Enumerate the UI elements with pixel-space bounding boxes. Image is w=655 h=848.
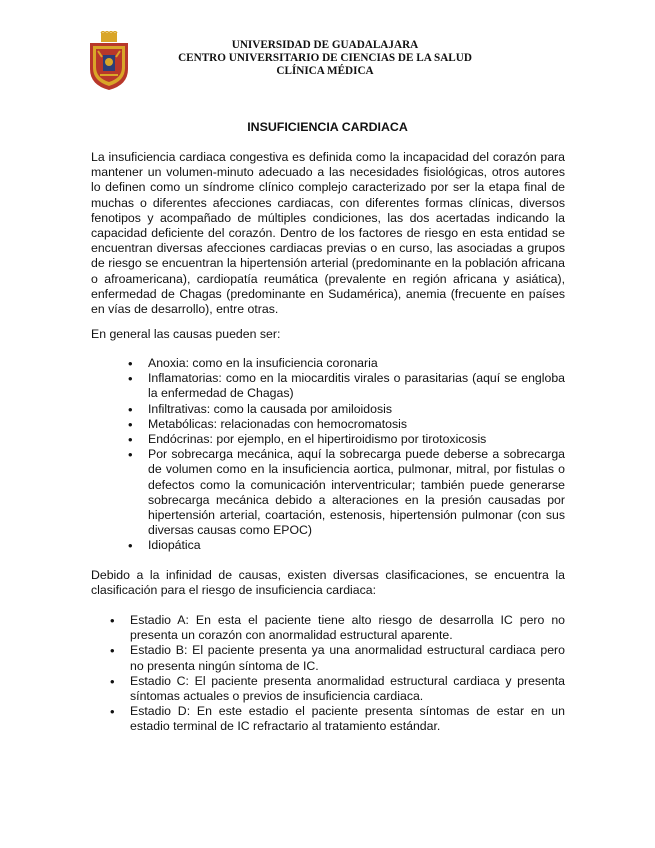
document-title: INSUFICIENCIA CARDIACA <box>247 120 408 134</box>
list-item: • Anoxia: como en la insuficiencia coronaria <box>148 356 565 371</box>
classification-intro: Debido a la infinidad de causas, existen diversas clasificaciones, se encuentra la clasificación para el riesgo de insuficiencia cardiaca: <box>91 568 565 598</box>
list-item: • Estadio D: En este estadio el paciente presenta síntomas de estar en un estadio terminal de IC refractario al tratamiento estándar. <box>130 704 565 734</box>
list-item: • Endócrinas: por ejemplo, en el hipertiroidismo por tirotoxicosis <box>148 432 565 447</box>
list-item: • Estadio A: En esta el paciente tiene alto riesgo de desarrolla IC pero no presenta un corazón con anormalidad estructural aparente. <box>130 613 565 643</box>
header-university: UNIVERSIDAD DE GUADALAJARA <box>231 39 419 51</box>
header-clinic: CLÍNICA MÉDICA <box>276 65 374 77</box>
list-item: • Idiopática <box>148 538 565 553</box>
stages-list <box>130 613 565 735</box>
list-item: • Metabólicas: relacionadas con hemocromatosis <box>148 417 565 432</box>
list-item: • Infiltrativas: como la causada por amiloidosis <box>148 402 565 417</box>
causes-list <box>148 356 565 554</box>
list-item: • Estadio C: El paciente presenta anormalidad estructural cardiaca y presenta síntomas actuales o previos de insuficiencia cardiaca. <box>130 674 565 704</box>
header-center: CENTRO UNIVERSITARIO DE CIENCIAS DE LA SALUD <box>178 52 472 64</box>
causes-intro: En general las causas pueden ser: <box>91 327 281 341</box>
list-item: • Inflamatorias: como en la miocarditis virales o parasitarias (aquí se engloba la enfermedad de Chagas) <box>148 371 565 401</box>
list-item: • Estadio B: El paciente presenta ya una anormalidad estructural cardiaca pero no presenta ningún síntoma de IC. <box>130 643 565 673</box>
intro-paragraph: La insuficiencia cardiaca congestiva es definida como la incapacidad del corazón para mantener un volumen-minuto adecuado a las necesidades fisiológicas, otros autores lo definen como un síndrome clínico complejo caracterizado por ser la etapa final de muchas o diferentes afecciones cardiacas, con diferentes formas clínicas, diversos fenotipos y acompañado de múltiples condiciones, las dos acertadas indicando la capacidad deficiente del corazón. Dentro de los factores de riesgo en esta entidad se encuentran diversas afecciones cardiacas previas o en curso, las asociadas a grupos de riesgo se encuentran la hipertensión arterial (predominante en la población africana o afroamericana), cardiopatía reumática (prevalente en región africana y asiática), enfermedad de Chagas (predominante en Sudamérica), anemia (frecuente en países en vías de desarrollo), entre otras. <box>91 150 565 317</box>
list-item: • Por sobrecarga mecánica, aquí la sobrecarga puede deberse a sobrecarga de volumen como en la insuficiencia aortica, pulmonar, mitral, por fistulas o defectos como la comunicación interventricular; también puede generarse sobrecarga mecánica debido a alteraciones en la presión causadas por hipertensión arterial, coartación, estenosis, hipertensión pulmonar (con sus diversas causas como EPOC) <box>148 447 565 538</box>
university-crest-icon <box>88 31 130 91</box>
institution-header <box>150 39 500 78</box>
